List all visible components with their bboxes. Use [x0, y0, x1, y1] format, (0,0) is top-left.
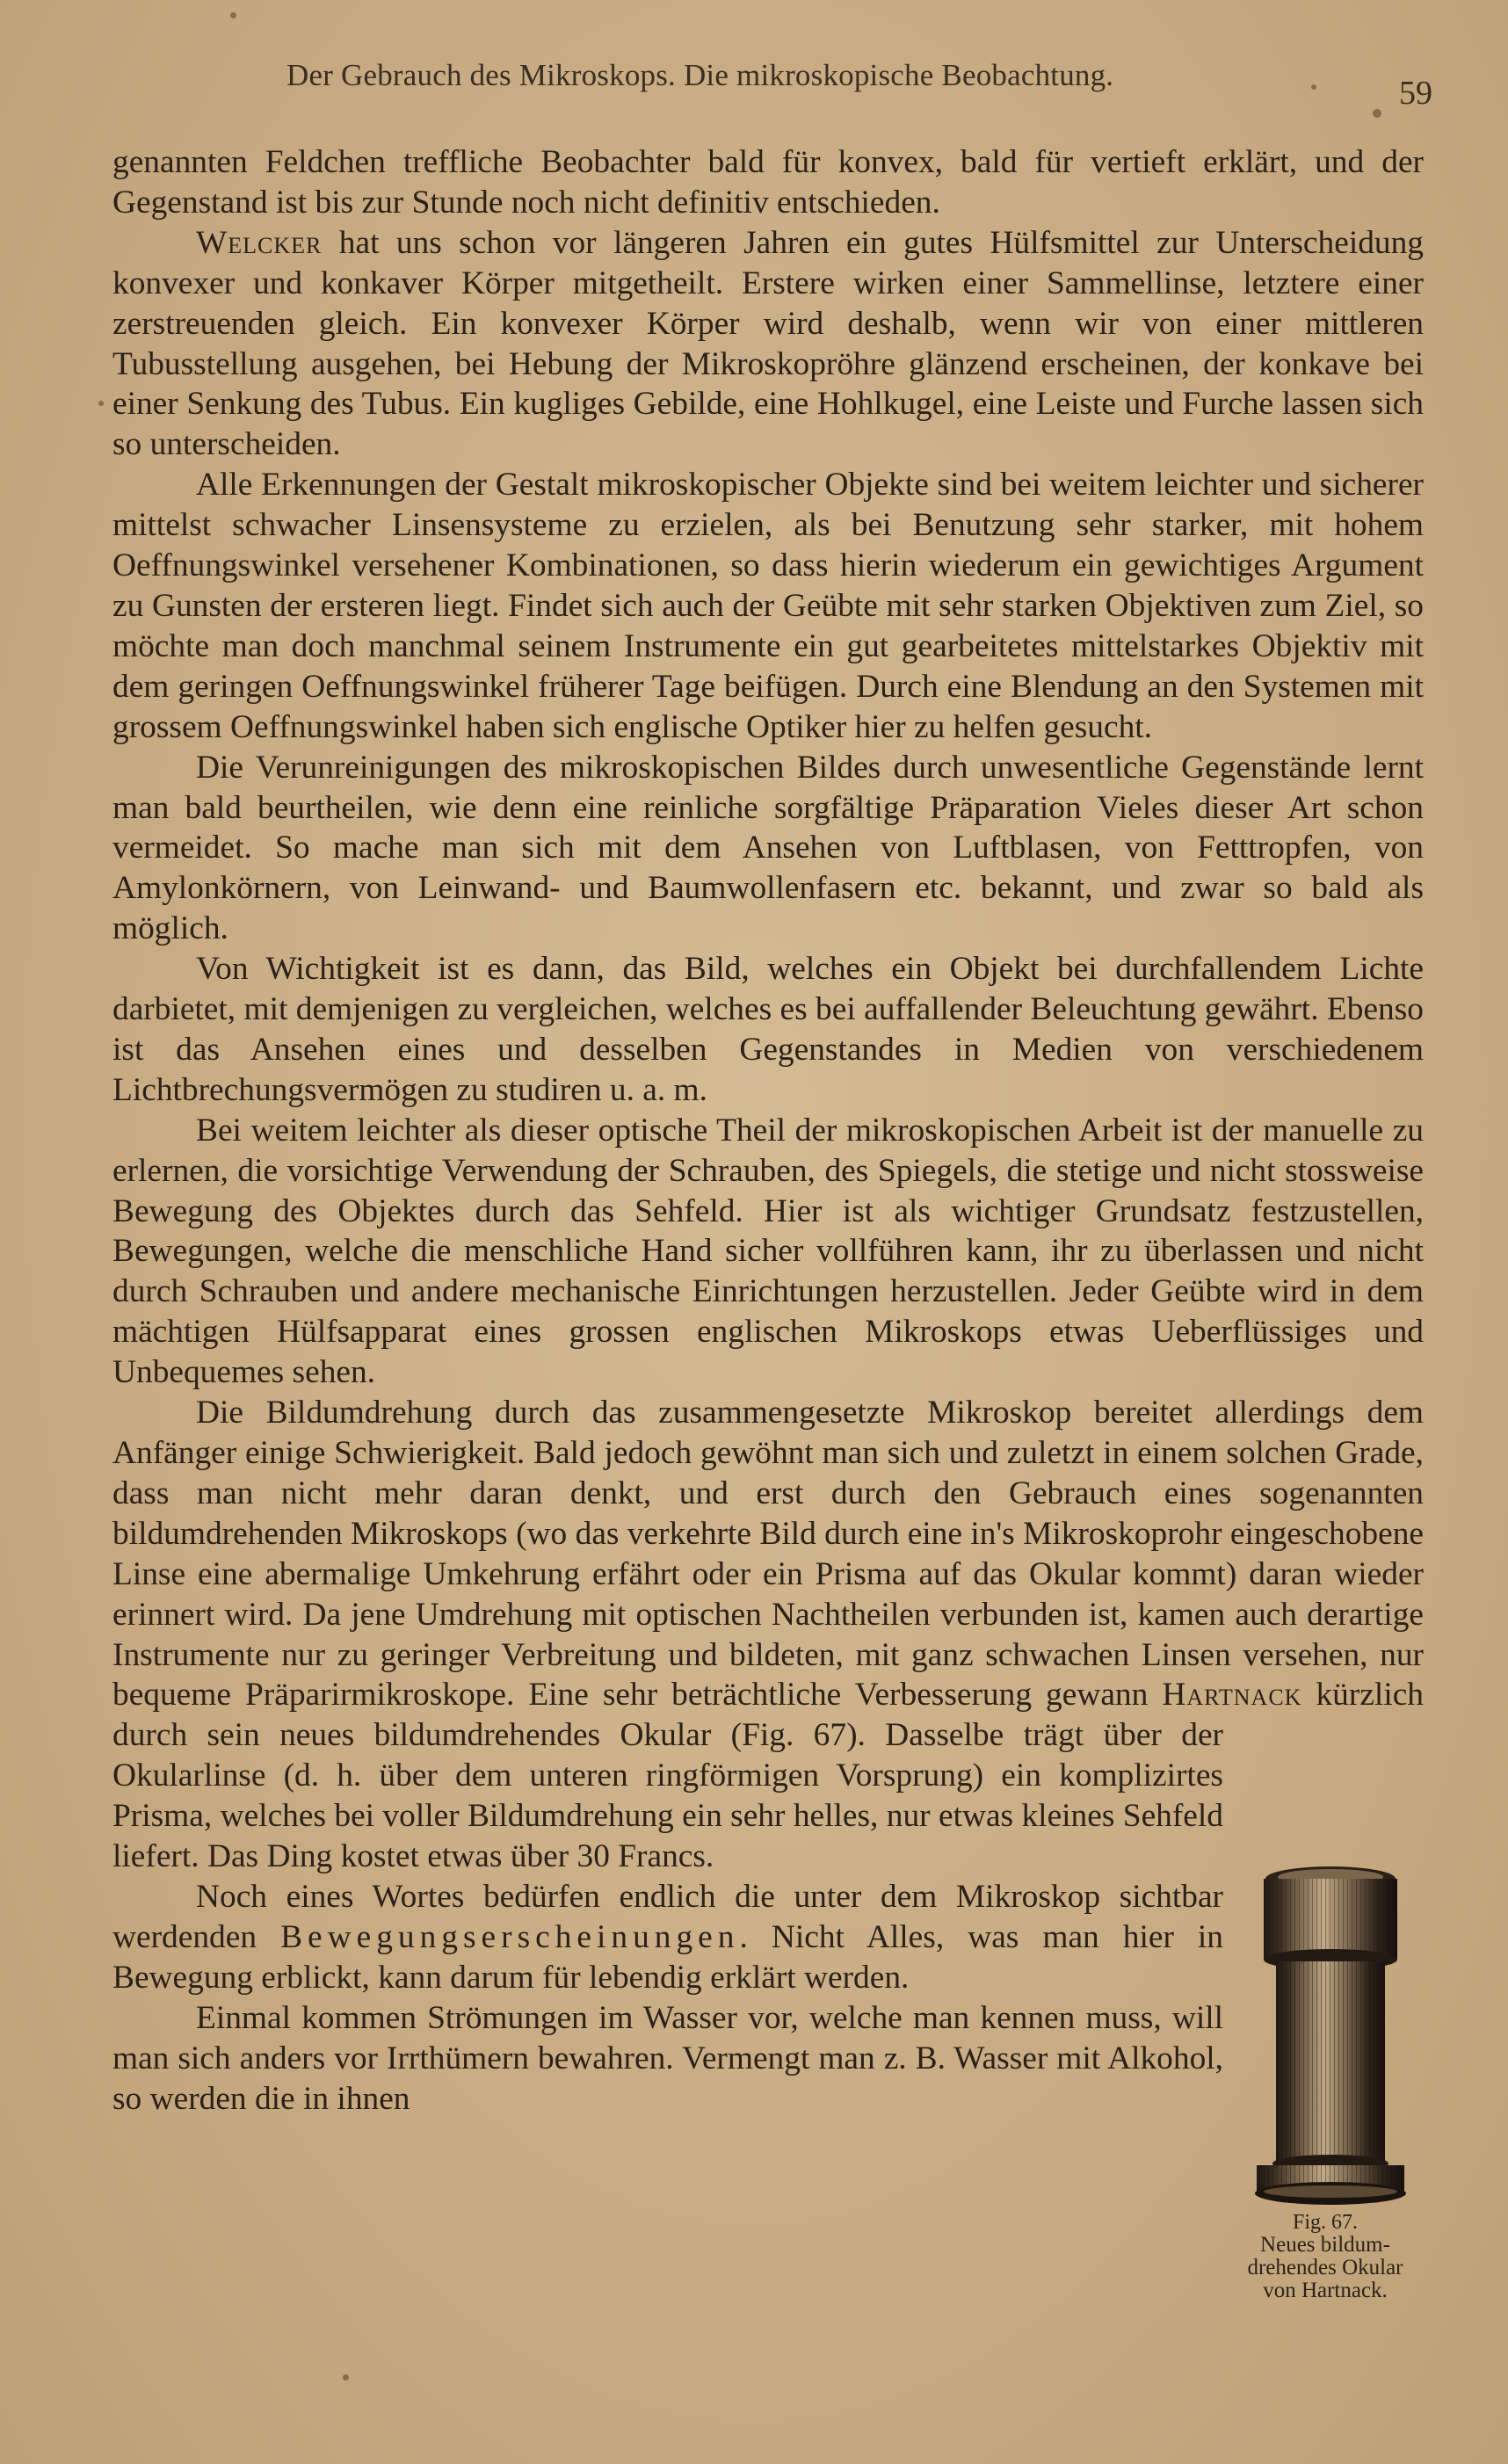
running-title: Der Gebrauch des Mikroskops. Die mikroskopische Beobachtung. [286, 58, 1114, 92]
figure-label: Fig. 67. [1292, 2211, 1358, 2234]
paper-speck [230, 12, 236, 18]
paragraph-7-text-a: Die Bildumdrehung durch das zusammengesetzte Mikroskop bereitet allerdings dem Anfänger einige Schwierigkeit. Bald jedoch gewöhnt man sich und zuletzt in einem solchen Grade, dass man nicht mehr daran denkt, und erst durch den Gebrauch eines sogenannten bildumdrehenden Mikroskops (wo das verkehrte Bild durch eine in's Mikroskoprohr eingeschobene Linse eine abermalige Umkehrung erfährt oder ein Prisma auf das Okular kommt) daran wieder erinnert wird. Da jene Umdrehung mit optischen Nachtheilen verbunden ist, kamen auch derartige Instrumente nur zu geringer Verbreitung und bildeten, mit ganz schwachen Linsen versehen, nur bequeme Präparirmikroskope. Eine sehr beträchtliche Verbesserung gewann [112, 1395, 1424, 1714]
body-text [112, 142, 1424, 2119]
caption-line-3: von Hartnack. [1263, 2279, 1388, 2302]
paragraph-7-text-b: kürzlich durch sein neues bildumdrehendes Okular (Fig. 67). Dasselbe trägt über der Okularlinse (d. h. über dem unteren ringförmigen Vorsprung) ein komplizirtes Prisma, welches bei voller Bildumdrehung ein sehr helles, nur etwas kleines Sehfeld liefert. Das Ding kostet etwas über 30 Francs. [112, 1677, 1424, 1875]
paragraph-2-text: hat uns schon vor längeren Jahren ein gutes Hülfsmittel zur Unterscheidung konvexer und konkaver Körper mitgetheilt. Erstere wirken einer Sammellinse, letztere einer zerstreuenden gleich. Ein konvexer Körper wird deshalb, wenn wir von einer mittleren Tubusstellung ausgehen, bei Hebung der Mikroskopröhre glänzend erscheinen, der konkave bei einer Senkung des Tubus. Ein kugliges Gebilde, eine Hohlkugel, eine Leiste und Furche lassen sich so unterscheiden. [112, 224, 1424, 463]
paragraph-2 [112, 223, 1424, 465]
paragraph-9-text: Einmal kommen Strömungen im Wasser vor, welche man kennen muss, will man sich anders vor Irrthümern bewahren. Vermengt man z. B. Wasser mit Alkohol, so werden die in ihnen [112, 1999, 1223, 2117]
paragraph-4-text: Die Verunreinigungen des mikroskopischen Bildes durch unwesentliche Gegenstände lernt man bald beurtheilen, wie denn eine reinliche sorgfältige Präparation Vieles dieser Art schon vermeidet. So mache man sich mit dem Ansehen von Luftblasen, von Fetttropfen, von Amylonkörnern, von Leinwand- und Baumwollenfasern etc. bekannt, und zwar so bald als möglich. [112, 749, 1424, 947]
paragraph-4 [112, 748, 1424, 950]
paper-speck [343, 2374, 349, 2381]
paragraph-5 [112, 949, 1424, 1111]
paper-speck [1311, 84, 1316, 90]
paragraph-7 [112, 1393, 1424, 1877]
paragraph-6 [112, 1111, 1424, 1393]
paragraph-8-text-b: . Nicht Alles, was man hier in Bewegung erblickt, kann darum für lebendig erklärt werden. [112, 1918, 1224, 1996]
paragraph-3-text: Alle Erkennungen der Gestalt mikroskopischer Objekte sind bei weitem leichter und sicherer mittelst schwacher Linsensysteme zu erzielen, als bei Benutzung sehr starker, mit hohem Oeffnungswinkel versehener Kombinationen, so dass hierin wiederum ein gewichtiges Argument zu Gunsten der ersteren liegt. Findet sich auch der Geübte mit sehr starken Objektiven zum Ziel, so möchte man doch manchmal seinem Instrumente ein gut gearbeitetes mittelstarkes Objektiv mit dem geringen Oeffnungswinkel früherer Tage beifügen. Durch eine Blendung an den Systemen mit grossem Oeffnungswinkel haben sich englische Optiker hier zu helfen gesucht. [112, 467, 1424, 745]
paragraph-8-text-a: Noch eines Wortes bedürfen endlich die unter dem Mikroskop sichtbar werdenden [112, 1878, 1223, 1955]
paragraph-5-text: Von Wichtigkeit ist es dann, das Bild, welches ein Objekt bei durchfallendem Lichte darbietet, mit demjenigen zu vergleichen, welches es bei auffallender Beleuchtung gewährt. Ebenso ist das Ansehen eines und desselben Gegenstandes in Medien von verschiedenem Lichtbrechungsvermögen zu studiren u. a. m. [112, 951, 1424, 1108]
paragraph-9 [112, 1998, 1424, 2120]
paragraph-6-text: Bei weitem leichter als dieser optische Theil der mikroskopischen Arbeit ist der manuelle zu erlernen, die vorsichtige Verwendung der Schrauben, des Spiegels, die stetige und nicht stossweise Bewegung des Objektes durch das Sehfeld. Hier ist als wichtiger Grundsatz festzustellen, Bewegungen, welche die menschliche Hand sicher vollführen kann, ihr zu überlassen und nicht durch Schrauben und andere mechanische Einrichtungen herzustellen. Jeder Geübte wird in dem mächtigen Hülfsapparat eines grossen englischen Mikroskops etwas Ueberflüssiges und Unbequemes sehen. [112, 1112, 1424, 1391]
paragraph-3 [112, 465, 1424, 747]
page-header [264, 54, 1432, 112]
page-number: 59 [1399, 75, 1432, 112]
eyepiece-illustration [1237, 1863, 1424, 2214]
author-name-welcker: Welcker [196, 224, 323, 261]
spaced-term: Bewegungserscheinungen [280, 1918, 740, 1955]
caption-line-1: Neues bildum- [1260, 2233, 1390, 2257]
figure-caption [1211, 2211, 1439, 2302]
paper-speck [98, 401, 104, 406]
paragraph-1 [112, 142, 1424, 223]
caption-line-2: drehendes Okular [1247, 2256, 1403, 2279]
author-name-hartnack: Hartnack [1162, 1677, 1302, 1714]
paragraph-8 [112, 1877, 1424, 1998]
paper-speck [1373, 109, 1381, 118]
paragraph-1-text: genannten Feldchen treffliche Beobachter bald für konvex, bald für vertieft erklärt, und der Gegenstand ist bis zur Stunde noch nicht definitiv entschieden. [112, 144, 1424, 221]
